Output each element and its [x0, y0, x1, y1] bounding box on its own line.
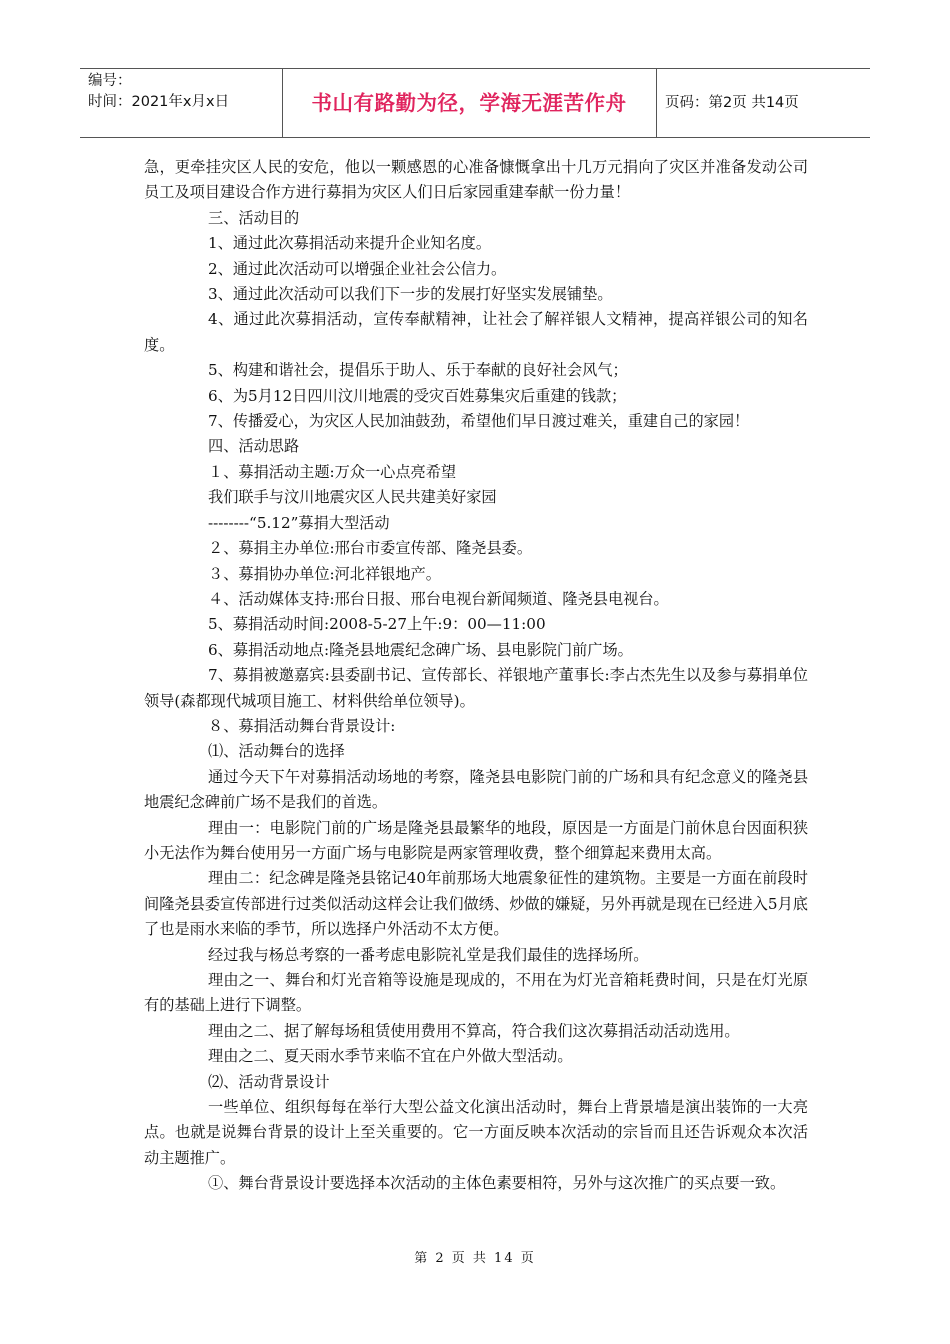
body-paragraph: 理由之二、据了解每场租赁使用费用不算高，符合我们这次募捐活动活动选用。 [208, 1021, 740, 1040]
body-paragraph: ⑵、活动背景设计 [208, 1072, 330, 1091]
body-paragraph: 6、募捐活动地点:隆尧县地震纪念碑广场、县电影院门前广场。 [208, 640, 633, 659]
body-paragraph: 一些单位、组织每每在举行大型公益文化演出活动时，舞台上背景墙是演出装饰的一大亮点。也就是说舞台背景的设计上至关重要的。它一方面反映本次活动的宗旨而且还告诉观众本次活动主题推广。 [144, 1098, 808, 1167]
header-page-info: 页码：第2页 共14页 [665, 95, 799, 111]
body-paragraph: 7、募捐被邀嘉宾:县委副书记、宣传部长、祥银地产董事长:李占杰先生以及参与募捐单位领导(森都现代城项目施工、材料供给单位领导)。 [144, 666, 808, 710]
body-paragraph: 四、活动思路 [208, 437, 300, 456]
body-paragraph: 5、募捐活动时间:2008-5-27上午:9：00—11:00 [208, 615, 546, 634]
header-meta [88, 71, 278, 113]
header-divider-right [656, 69, 657, 137]
body-paragraph: 理由之二、夏天雨水季节来临不宜在户外做大型活动。 [208, 1047, 573, 1066]
document-body [144, 155, 808, 1197]
page-footer: 第 2 页 共 14 页 [414, 1251, 536, 1266]
body-paragraph: 理由二：纪念碑是隆尧县铭记40年前那场大地震象征性的建筑物。主要是一方面在前段时间隆尧县委宣传部进行过类似活动这样会让我们做绣、炒做的嫌疑，另外再就是现在已经进入5月底了也是雨水来临的季节，所以选择户外活动不太方便。 [144, 869, 808, 939]
body-paragraph: 1、通过此次募捐活动来提升企业知名度。 [208, 234, 492, 253]
body-paragraph: ３、募捐协办单位:河北祥银地产。 [208, 564, 441, 583]
body-paragraph: 经过我与杨总考察的一番考虑电影院礼堂是我们最佳的选择场所。 [208, 945, 649, 964]
body-paragraph: 4、通过此次募捐活动，宣传奉献精神，让社会了解祥银人文精神，提高祥银公司的知名度。 [144, 310, 808, 354]
body-paragraph: 2、通过此次活动可以增强企业社会公信力。 [208, 259, 507, 278]
body-paragraph: 7、传播爱心，为灾区人民加油鼓劲，希望他们早日渡过难关，重建自己的家园！ [208, 412, 750, 431]
body-paragraph: --------“5.12”募捐大型活动 [208, 513, 390, 532]
page-header [80, 68, 870, 138]
body-paragraph: ⑴、活动舞台的选择 [208, 742, 345, 761]
body-paragraph: ４、活动媒体支持:邢台日报、邢台电视台新闻频道、隆尧县电视台。 [208, 589, 669, 608]
body-paragraph: ①、舞台背景设计要选择本次活动的主体色素要相符，另外与这次推广的买点要一致。 [208, 1174, 786, 1193]
body-paragraph: 理由一：电影院门前的广场是隆尧县最繁华的地段，原因是一方面是门前休息台因面积狭小无法作为舞台使用另一方面广场与电影院是两家管理收费，整个细算起来费用太高。 [144, 818, 808, 862]
body-paragraph: １、募捐活动主题:万众一心点亮希望 [208, 462, 457, 481]
body-paragraph: ２、募捐主办单位:邢台市委宣传部、隆尧县委。 [208, 539, 533, 558]
document-number-label: 编号： [88, 73, 132, 89]
body-paragraph: ８、募捐活动舞台背景设计: [208, 716, 396, 735]
header-motto: 书山有路勤为径，学海无涯苦作舟 [311, 91, 627, 115]
body-paragraph: 3、通过此次活动可以我们下一步的发展打好坚实发展铺垫。 [208, 285, 613, 304]
body-paragraph: 三、活动目的 [208, 208, 300, 227]
body-paragraph: 5、构建和谐社会，提倡乐于助人、乐于奉献的良好社会风气； [208, 361, 628, 380]
body-paragraph: 通过今天下午对募捐活动场地的考察，隆尧县电影院门前的广场和具有纪念意义的隆尧县地震纪念碑前广场不是我们的首选。 [144, 767, 808, 812]
document-date-label: 时间：2021年x月x日 [88, 94, 230, 110]
body-paragraph: 6、为5月12日四川汶川地震的受灾百姓募集灾后重建的钱款； [208, 386, 627, 405]
body-paragraph: 急，更牵挂灾区人民的安危，他以一颗感恩的心准备慷慨拿出十几万元捐向了灾区并准备发动公司员工及项目建设合作方进行募捐为灾区人们日后家园重建奉献一份力量！ [144, 158, 808, 202]
body-paragraph: 我们联手与汶川地震灾区人民共建美好家园 [208, 488, 497, 507]
body-paragraph: 理由之一、舞台和灯光音箱等设施是现成的，不用在为灯光音箱耗费时间，只是在灯光原有的基础上进行下调整。 [144, 971, 808, 1015]
